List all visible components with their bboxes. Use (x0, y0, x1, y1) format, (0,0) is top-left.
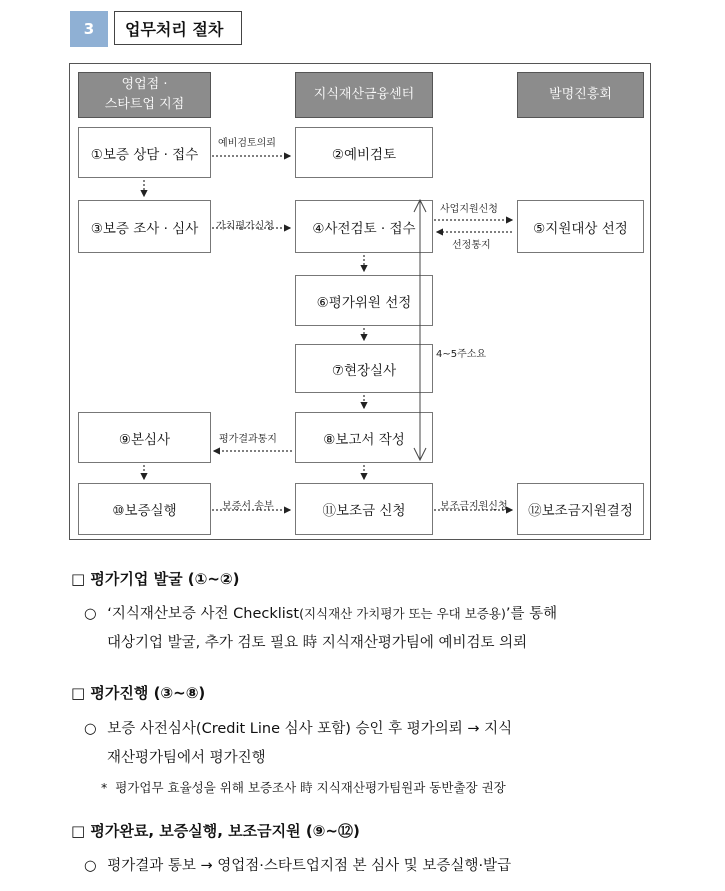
bullet-discovery (84, 601, 684, 627)
column-header-branch-line1: 영업점 · (121, 77, 168, 92)
step-2-box: ②예비검토 (295, 127, 433, 178)
step-9-box: ⑨본심사 (78, 412, 211, 463)
bullet-evaluation-line2: 재산평가팀에서 평가진행 (107, 750, 266, 766)
label-certificate-sent: 보증서 송부 (222, 501, 274, 512)
step-5-box: ⑤지원대상 선정 (517, 200, 644, 253)
section-number: 3 (70, 11, 108, 47)
column-header-kipa: 발명진흥회 (517, 72, 644, 118)
bullet-marker: ○ (84, 721, 97, 737)
bullet-marker: ○ (84, 606, 97, 622)
note-evaluation-text: 평가업무 효율성을 위해 보증조사 時 지식재산평가팀원과 동반출장 권장 (115, 780, 506, 795)
column-header-branch-line2: 스타트업 지점 (104, 97, 185, 112)
step-1-box: ①보증 상담 · 접수 (78, 127, 211, 178)
bullet-evaluation (84, 716, 684, 742)
label-support-request: 사업지원신청 (440, 204, 498, 215)
step-3-box: ③보증 조사 · 심사 (78, 200, 211, 253)
bullet-discovery-text-b: ’를 통해 (505, 606, 558, 622)
bullet-completion-line1: 평가결과 통보 → 영업점·스타트업지점 본 심사 및 보증실행·발급 (107, 858, 512, 874)
step-8-box: ⑧보고서 작성 (295, 412, 433, 463)
step-10-box: ⑩보증실행 (78, 483, 211, 535)
note-evaluation (101, 778, 691, 796)
bullet-discovery-text-small: (지식재산 가치평가 또는 우대 보증용) (299, 606, 506, 621)
label-pre-review: 예비검토의뢰 (218, 138, 276, 149)
bullet-discovery-text-a: ‘지식재산보증 사전 Checklist (107, 606, 300, 622)
label-valuation-request: 가치평가신청 (216, 221, 274, 232)
heading-completion: □ 평가완료, 보증실행, 보조금지원 (⑨~⑫) (71, 822, 360, 840)
bullet-discovery-line2: 대상기업 발굴, 추가 검토 필요 時 지식재산평가팀에 예비검토 의뢰 (107, 635, 528, 651)
label-result-notice: 평가결과통지 (219, 434, 277, 445)
duration-span-arrow (414, 200, 426, 460)
heading-discovery: □ 평가기업 발굴 (①~②) (71, 570, 240, 588)
bullet-marker: ○ (84, 858, 97, 874)
step-11-box: ⑪보조금 신청 (295, 483, 433, 535)
heading-evaluation: □ 평가진행 (③~⑧) (71, 684, 206, 702)
note-marker: * (101, 780, 108, 795)
step-7-box: ⑦현장실사 (295, 344, 433, 393)
label-subsidy-request: 보조금지원신청 (440, 501, 508, 512)
section-title: 업무처리 절차 (114, 11, 242, 45)
column-header-ip-center: 지식재산금융센터 (295, 72, 433, 118)
label-selection-notice: 선정통지 (452, 240, 491, 251)
step-4-box: ④사전검토 · 접수 (295, 200, 433, 253)
label-duration: 4~5주소요 (436, 349, 487, 360)
bullet-completion (84, 853, 684, 879)
bullet-evaluation-line1: 보증 사전심사(Credit Line 심사 포함) 승인 후 평가의뢰 → 지식 (107, 721, 513, 737)
step-6-box: ⑥평가위원 선정 (295, 275, 433, 326)
step-12-box: ⑫보조금지원결정 (517, 483, 644, 535)
